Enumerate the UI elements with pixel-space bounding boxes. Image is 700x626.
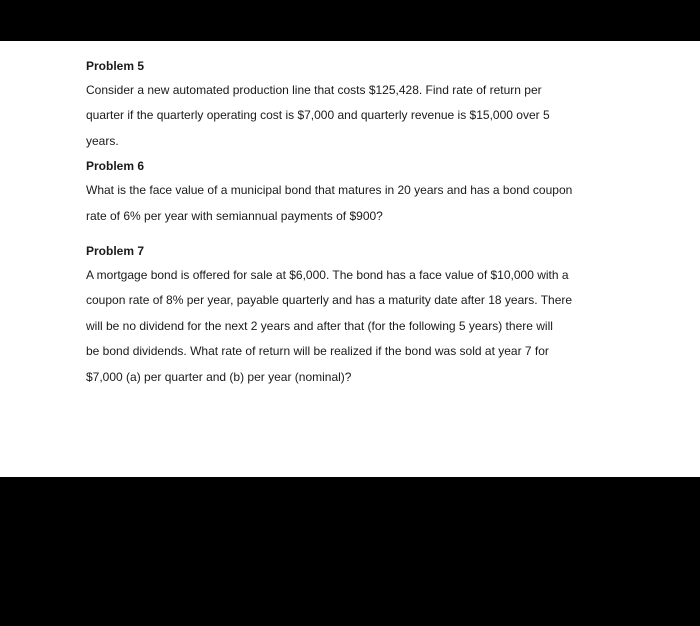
document-page bbox=[0, 41, 700, 477]
text-line: A mortgage bond is offered for sale at $6,000. The bond has a face value of $10,000 with a bbox=[86, 268, 569, 283]
text-line: What is the face value of a municipal bond that matures in 20 years and has a bond coupon bbox=[86, 183, 573, 198]
text-line: will be no dividend for the next 2 years and after that (for the following 5 years) there will bbox=[86, 318, 553, 333]
problem-heading: Problem 5 bbox=[86, 59, 145, 73]
problem-7 bbox=[86, 239, 646, 390]
text-line: $7,000 (a) per quarter and (b) per year (nominal)? bbox=[86, 369, 352, 384]
text-line: Consider a new automated production line that costs $125,428. Find rate of return per bbox=[86, 83, 542, 97]
problem-set bbox=[86, 54, 646, 390]
problem-text bbox=[86, 78, 646, 154]
text-line: rate of 6% per year with semiannual payments of $900? bbox=[86, 208, 383, 223]
problem-text bbox=[86, 178, 646, 229]
problem-5 bbox=[86, 54, 646, 154]
problem-heading: Problem 6 bbox=[86, 159, 145, 174]
problem-heading: Problem 7 bbox=[86, 244, 145, 259]
problem-text bbox=[86, 263, 646, 390]
text-line: be bond dividends. What rate of return will be realized if the bond was sold at year 7 for bbox=[86, 344, 549, 359]
section-spacer bbox=[86, 229, 646, 239]
text-line: years. bbox=[86, 133, 119, 148]
problem-6 bbox=[86, 154, 646, 229]
text-line: quarter if the quarterly operating cost is $7,000 and quarterly revenue is $15,000 over 5 bbox=[86, 108, 550, 123]
text-line: coupon rate of 8% per year, payable quarterly and has a maturity date after 18 years. There bbox=[86, 293, 573, 308]
